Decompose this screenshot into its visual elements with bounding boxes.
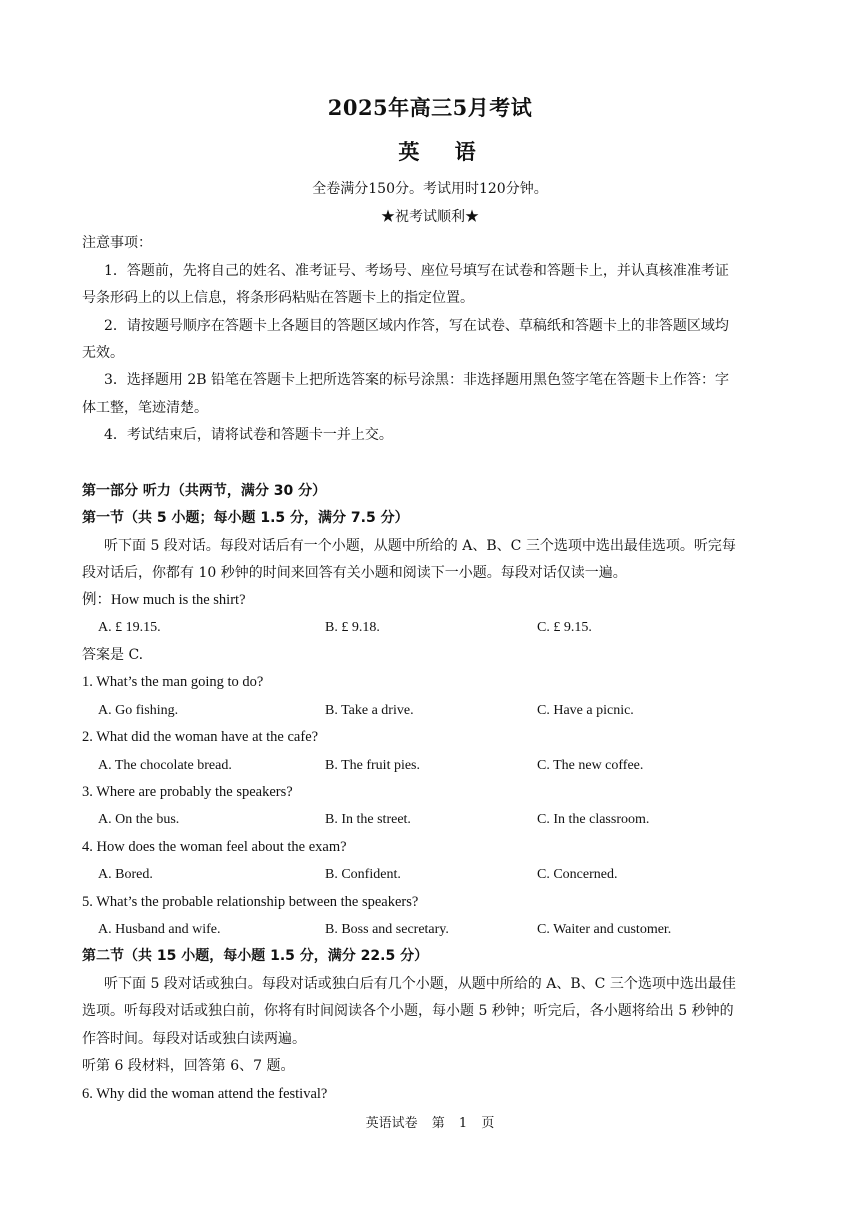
question-4: 4. How does the woman feel about the exam? <box>82 839 347 855</box>
q3-option-c: C. In the classroom. <box>537 812 650 827</box>
question-1: 1. What’s the man going to do? <box>82 674 264 690</box>
note-3-line-2: 体工整，笔迹清楚。 <box>82 400 208 416</box>
q4-option-c: C. Concerned. <box>537 867 618 882</box>
subject-title: 英 语 <box>398 139 490 164</box>
example-option-b: B. £ 9.18. <box>325 620 380 635</box>
section1-heading: 第一节（共 5 小题；每小题 1.5 分，满分 7.5 分） <box>82 510 409 526</box>
q4-option-a: A. Bored. <box>98 867 153 882</box>
q4-option-b: B. Confident. <box>325 867 401 882</box>
good-luck-line: ★祝考试顺利★ <box>381 209 479 225</box>
note-4: 4．考试结束后，请将试卷和答题卡一并上交。 <box>104 427 393 443</box>
score-info: 全卷满分150分。考试用时120分钟。 <box>312 181 548 197</box>
question-5: 5. What’s the probable relationship between the speakers? <box>82 894 419 910</box>
material-6-instruction: 听第 6 段材料，回答第 6、7 题。 <box>82 1058 295 1074</box>
note-2-line-2: 无效。 <box>82 345 124 361</box>
example-answer: 答案是 C. <box>82 647 144 663</box>
note-3-line-1: 3．选择题用 2B 铅笔在答题卡上把所选答案的标号涂黑：非选择题用黑色签字笔在答题卡上作答：字 <box>104 372 730 388</box>
exam-title: 2025年高三5月考试 <box>327 95 533 120</box>
section1-instruction-line-2: 段对话后，你都有 10 秒钟的时间来回答有关小题和阅读下一小题。每段对话仅读一遍。 <box>82 565 627 581</box>
q5-option-b: B. Boss and secretary. <box>325 922 449 937</box>
q5-option-c: C. Waiter and customer. <box>537 922 672 937</box>
example-option-a: A. £ 19.15. <box>98 620 161 635</box>
q1-option-c: C. Have a picnic. <box>537 703 634 718</box>
section2-instruction-line-1: 听下面 5 段对话或独白。每段对话或独白后有几个小题，从题中所给的 A、B、C 三个选项中选出最佳 <box>104 976 736 992</box>
note-1-line-1: 1．答题前，先将自己的姓名、准考证号、考场号、座位号填写在试卷和答题卡上，并认真核准准考证 <box>104 263 729 279</box>
section2-instruction-line-3: 作答时间。每段对话或独白读两遍。 <box>82 1031 306 1047</box>
example-question: 例：How much is the shirt? <box>82 592 246 608</box>
note-2-line-1: 2．请按题号顺序在答题卡上各题目的答题区域内作答，写在试卷、草稿纸和答题卡上的非答题区域均 <box>104 318 729 334</box>
example-option-c: C. £ 9.15. <box>537 620 592 635</box>
q5-option-a: A. Husband and wife. <box>98 922 221 937</box>
q1-option-b: B. Take a drive. <box>325 703 414 718</box>
q2-option-a: A. The chocolate bread. <box>98 758 232 773</box>
q3-option-b: B. In the street. <box>325 812 411 827</box>
question-3: 3. Where are probably the speakers? <box>82 784 293 800</box>
section2-heading: 第二节（共 15 小题，每小题 1.5 分，满分 22.5 分） <box>82 948 429 964</box>
q2-option-c: C. The new coffee. <box>537 758 644 773</box>
note-1-line-2: 号条形码上的以上信息，将条形码粘贴在答题卡上的指定位置。 <box>82 290 474 306</box>
q3-option-a: A. On the bus. <box>98 812 180 827</box>
q1-option-a: A. Go fishing. <box>98 703 179 718</box>
page-footer: 英语试卷 第 1 页 <box>365 1116 495 1131</box>
section1-instruction-line-1: 听下面 5 段对话。每段对话后有一个小题，从题中所给的 A、B、C 三个选项中选出最佳选项。听完每 <box>104 538 736 554</box>
section2-instruction-line-2: 选项。听每段对话或独白前，你将有时间阅读各个小题，每小题 5 秒钟；听完后，各小题将给出 5 秒钟的 <box>82 1003 734 1019</box>
part1-heading: 第一部分 听力（共两节，满分 30 分） <box>82 483 327 499</box>
question-2: 2. What did the woman have at the cafe? <box>82 729 319 745</box>
notes-heading: 注意事项： <box>82 235 152 251</box>
question-6: 6. Why did the woman attend the festival? <box>82 1086 328 1102</box>
q2-option-b: B. The fruit pies. <box>325 758 421 773</box>
